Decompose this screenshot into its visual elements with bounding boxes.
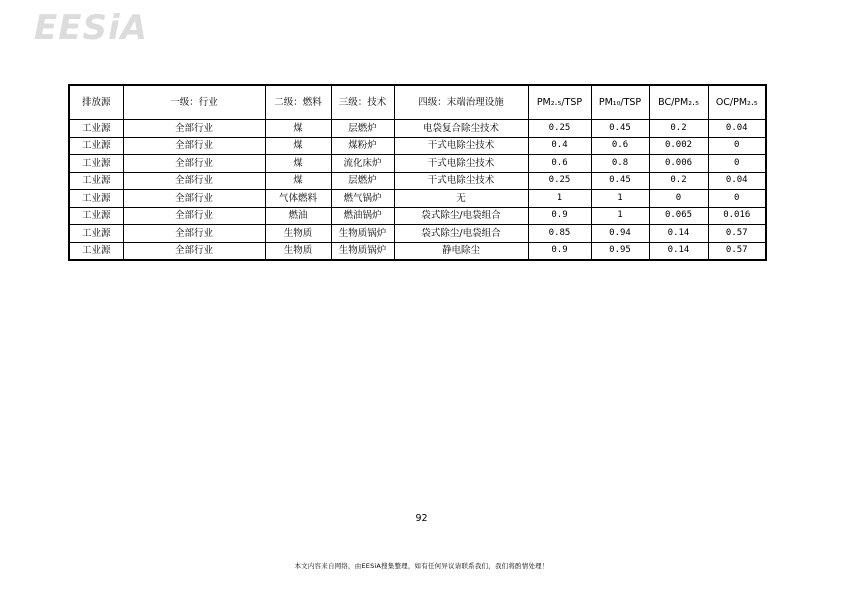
cell-fuel: 生物质 bbox=[265, 242, 331, 260]
cell-source: 工业源 bbox=[69, 225, 123, 243]
cell-source: 工业源 bbox=[69, 242, 123, 260]
table-row bbox=[69, 190, 766, 208]
header-source: 排放源 bbox=[69, 85, 123, 120]
header-level3-technology: 三级：技术 bbox=[331, 85, 394, 120]
header-bc-pm25: BC/PM₂.₅ bbox=[649, 85, 708, 120]
cell-pm10-tsp: 0.94 bbox=[591, 225, 649, 243]
cell-oc-pm25: 0.57 bbox=[708, 242, 766, 260]
cell-bc-pm25: 0.2 bbox=[649, 172, 708, 190]
cell-oc-pm25: 0.57 bbox=[708, 225, 766, 243]
cell-fuel: 煤 bbox=[265, 172, 331, 190]
cell-industry: 全部行业 bbox=[123, 155, 265, 173]
cell-industry: 全部行业 bbox=[123, 190, 265, 208]
cell-technology: 燃气锅炉 bbox=[331, 190, 394, 208]
eesia-logo: EESiA bbox=[34, 8, 148, 48]
cell-pm10-tsp: 0.45 bbox=[591, 120, 649, 138]
cell-industry: 全部行业 bbox=[123, 207, 265, 225]
cell-source: 工业源 bbox=[69, 120, 123, 138]
cell-technology: 层燃炉 bbox=[331, 172, 394, 190]
cell-bc-pm25: 0.006 bbox=[649, 155, 708, 173]
cell-pm25-tsp: 1 bbox=[528, 190, 591, 208]
table-row bbox=[69, 120, 766, 138]
table-row bbox=[69, 242, 766, 260]
cell-fuel: 气体燃料 bbox=[265, 190, 331, 208]
cell-industry: 全部行业 bbox=[123, 172, 265, 190]
cell-control: 干式电除尘技术 bbox=[394, 155, 528, 173]
cell-pm25-tsp: 0.6 bbox=[528, 155, 591, 173]
cell-pm10-tsp: 0.45 bbox=[591, 172, 649, 190]
cell-industry: 全部行业 bbox=[123, 137, 265, 155]
emission-factor-table bbox=[68, 84, 767, 261]
cell-fuel: 生物质 bbox=[265, 225, 331, 243]
cell-control: 无 bbox=[394, 190, 528, 208]
cell-source: 工业源 bbox=[69, 207, 123, 225]
cell-source: 工业源 bbox=[69, 155, 123, 173]
table-row bbox=[69, 172, 766, 190]
cell-oc-pm25: 0 bbox=[708, 137, 766, 155]
header-level2-fuel: 二级：燃料 bbox=[265, 85, 331, 120]
cell-fuel: 煤 bbox=[265, 137, 331, 155]
cell-source: 工业源 bbox=[69, 137, 123, 155]
cell-oc-pm25: 0.016 bbox=[708, 207, 766, 225]
cell-control: 袋式除尘/电袋组合 bbox=[394, 207, 528, 225]
header-pm10-tsp: PM₁₀/TSP bbox=[591, 85, 649, 120]
cell-control: 袋式除尘/电袋组合 bbox=[394, 225, 528, 243]
cell-oc-pm25: 0 bbox=[708, 155, 766, 173]
cell-pm10-tsp: 1 bbox=[591, 190, 649, 208]
cell-control: 干式电除尘技术 bbox=[394, 137, 528, 155]
cell-pm10-tsp: 1 bbox=[591, 207, 649, 225]
cell-pm25-tsp: 0.9 bbox=[528, 242, 591, 260]
cell-bc-pm25: 0 bbox=[649, 190, 708, 208]
cell-control: 静电除尘 bbox=[394, 242, 528, 260]
header-level4-control: 四级：末端治理设施 bbox=[394, 85, 528, 120]
cell-pm25-tsp: 0.25 bbox=[528, 172, 591, 190]
cell-technology: 燃油锅炉 bbox=[331, 207, 394, 225]
cell-bc-pm25: 0.065 bbox=[649, 207, 708, 225]
cell-bc-pm25: 0.14 bbox=[649, 242, 708, 260]
cell-pm10-tsp: 0.95 bbox=[591, 242, 649, 260]
cell-technology: 煤粉炉 bbox=[331, 137, 394, 155]
table-row bbox=[69, 155, 766, 173]
cell-pm10-tsp: 0.6 bbox=[591, 137, 649, 155]
cell-pm25-tsp: 0.4 bbox=[528, 137, 591, 155]
header-oc-pm25: OC/PM₂.₅ bbox=[708, 85, 766, 120]
cell-control: 干式电除尘技术 bbox=[394, 172, 528, 190]
cell-oc-pm25: 0.04 bbox=[708, 120, 766, 138]
cell-oc-pm25: 0 bbox=[708, 190, 766, 208]
cell-pm10-tsp: 0.8 bbox=[591, 155, 649, 173]
footer-disclaimer: 本文内容来自网络，由EESiA搜集整理，如有任何异议请联系我们，我们将酌情处理！ bbox=[294, 562, 549, 570]
cell-source: 工业源 bbox=[69, 172, 123, 190]
cell-pm25-tsp: 0.9 bbox=[528, 207, 591, 225]
cell-bc-pm25: 0.2 bbox=[649, 120, 708, 138]
cell-pm25-tsp: 0.25 bbox=[528, 120, 591, 138]
header-pm25-tsp: PM₂.₅/TSP bbox=[528, 85, 591, 120]
cell-technology: 生物质锅炉 bbox=[331, 225, 394, 243]
cell-fuel: 燃油 bbox=[265, 207, 331, 225]
table-row bbox=[69, 207, 766, 225]
cell-technology: 层燃炉 bbox=[331, 120, 394, 138]
header-level1-industry: 一级：行业 bbox=[123, 85, 265, 120]
page-number: 92 bbox=[415, 513, 428, 524]
table-row bbox=[69, 137, 766, 155]
table-row bbox=[69, 225, 766, 243]
cell-oc-pm25: 0.04 bbox=[708, 172, 766, 190]
cell-technology: 流化床炉 bbox=[331, 155, 394, 173]
cell-pm25-tsp: 0.85 bbox=[528, 225, 591, 243]
cell-industry: 全部行业 bbox=[123, 225, 265, 243]
cell-source: 工业源 bbox=[69, 190, 123, 208]
cell-fuel: 煤 bbox=[265, 155, 331, 173]
table-header-row bbox=[69, 85, 766, 120]
cell-bc-pm25: 0.002 bbox=[649, 137, 708, 155]
cell-industry: 全部行业 bbox=[123, 120, 265, 138]
cell-bc-pm25: 0.14 bbox=[649, 225, 708, 243]
cell-control: 电袋复合除尘技术 bbox=[394, 120, 528, 138]
cell-technology: 生物质锅炉 bbox=[331, 242, 394, 260]
cell-fuel: 煤 bbox=[265, 120, 331, 138]
cell-industry: 全部行业 bbox=[123, 242, 265, 260]
